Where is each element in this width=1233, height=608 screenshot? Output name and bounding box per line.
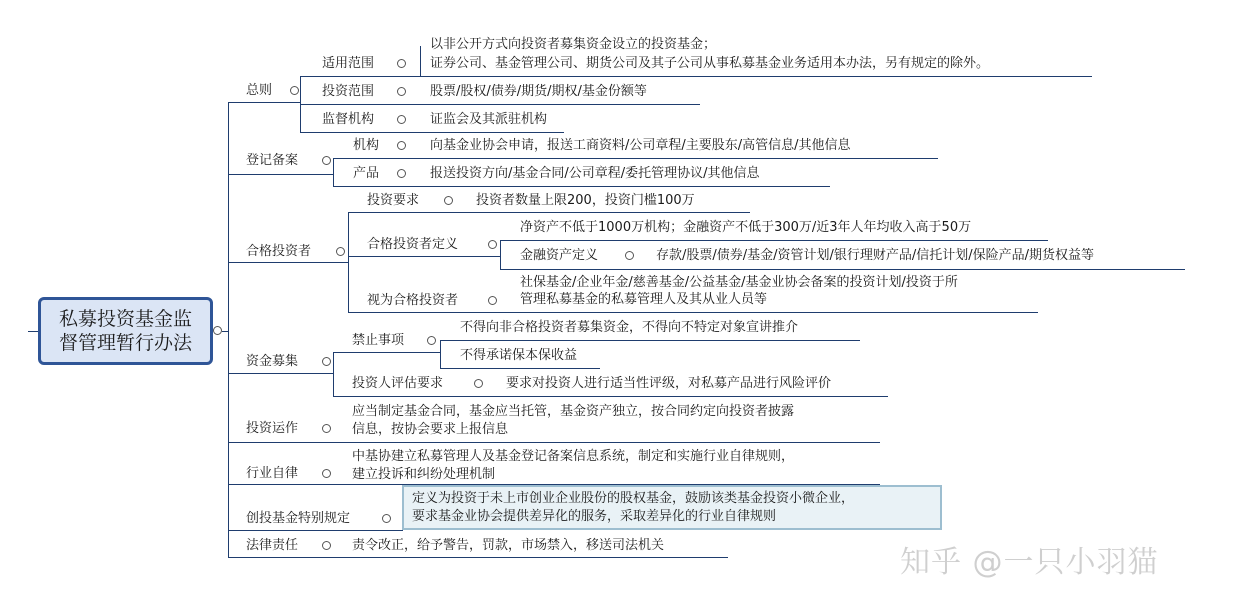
jiandu-underline — [300, 132, 420, 133]
pinggu-text: 要求对投资人进行适当性评级，对私募产品进行风险评价 — [506, 376, 832, 391]
shiyong-text-1: 以非公开方式向投资者募集资金设立的投资基金； — [430, 37, 717, 52]
main-trunk-line — [228, 102, 229, 557]
shiwei-label[interactable]: 视为合格投资者 — [367, 293, 459, 308]
zongze-label[interactable]: 总则 — [246, 83, 273, 98]
yaoqiu-text-underline — [468, 212, 750, 213]
pinggu-label[interactable]: 投资人评估要求 — [352, 376, 444, 391]
chanpin-label[interactable]: 产品 — [353, 166, 380, 181]
root-title-line1: 私募投资基金监 — [58, 308, 192, 330]
shiyong-collapse-icon[interactable] — [397, 59, 406, 68]
zilv-collapse-icon[interactable] — [322, 469, 331, 478]
jigou-label[interactable]: 机构 — [353, 138, 380, 153]
jiandu-collapse-icon[interactable] — [397, 115, 406, 124]
jinrong-collapse-icon[interactable] — [625, 251, 634, 260]
hege-underline — [228, 262, 348, 263]
chuangtou-text-1: 定义为投资于未上市创业企业股份的股权基金，鼓励该类基金投资小微企业， — [412, 491, 855, 506]
jinzhi-underline — [333, 352, 440, 353]
shiyong-text-2: 证券公司、基金管理公司、期货公司及其子公司从事私募基金业务适用本办法，另有规定的除外。 — [430, 56, 990, 71]
yunzuo-underline — [228, 442, 880, 443]
touzi-fanwei-text-underline — [420, 104, 700, 105]
shiwei-text-1: 社保基金/企业年金/慈善基金/公益基金/基金业协会备案的投资计划/投资于所 — [520, 275, 958, 290]
touzi-fanwei-text: 股票/股权/债券/期货/期权/基金份额等 — [430, 84, 647, 99]
jiandu-label[interactable]: 监督机构 — [322, 112, 375, 127]
jigou-text: 向基金业协会申请，报送工商资料/公司章程/主要股东/高管信息/其他信息 — [430, 138, 851, 153]
root-stub-line — [28, 331, 38, 332]
falv-collapse-icon[interactable] — [322, 541, 331, 550]
jigou-text-underline — [420, 158, 938, 159]
jinzhi-bracket-line — [440, 340, 441, 368]
hege-bracket-line — [348, 212, 349, 312]
jinzhi-text1-underline — [440, 340, 860, 341]
jinrong-underline — [500, 269, 645, 270]
zijin-collapse-icon[interactable] — [322, 357, 331, 366]
pinggu-text-underline — [493, 396, 888, 397]
zilv-text-2: 建立投诉和纠纷处理机制 — [352, 467, 496, 482]
zilv-label[interactable]: 行业自律 — [246, 466, 299, 481]
yunzuo-text-1: 应当制定基金合同，基金应当托管，基金资产独立，按合同约定向投资者披露 — [352, 404, 795, 419]
yaoqiu-text: 投资者数量上限200，投资门槛100万 — [476, 193, 695, 208]
dingyi-collapse-icon[interactable] — [488, 240, 497, 249]
jiandu-text-underline — [420, 132, 564, 133]
yunzuo-label[interactable]: 投资运作 — [246, 421, 299, 436]
falv-underline — [228, 557, 728, 558]
jinzhi-text-2: 不得承诺保本保收益 — [460, 348, 578, 363]
shiwei-text-2: 管理私募基金的私募管理人及其从业人员等 — [520, 292, 768, 307]
yaoqiu-collapse-icon[interactable] — [444, 196, 453, 205]
chuangtou-text-2: 要求基金业协会提供差异化的服务，采取差异化的行业自律规则 — [412, 509, 777, 524]
shiyong-label[interactable]: 适用范围 — [322, 56, 375, 71]
chuangtou-collapse-icon[interactable] — [382, 514, 391, 523]
root-topic[interactable] — [38, 297, 213, 365]
jinrong-text-underline — [645, 269, 1185, 270]
yaoqiu-label[interactable]: 投资要求 — [367, 193, 420, 208]
yunzuo-text-2: 信息，按协会要求上报信息 — [352, 422, 509, 437]
jinrong-text: 存款/股票/债券/基金/资管计划/银行理财产品/信托计划/保险产品/期货权益等 — [656, 248, 1095, 263]
jiandu-text: 证监会及其派驻机构 — [430, 112, 548, 127]
dengji-underline — [228, 174, 333, 175]
dingyi-bracket-line — [500, 240, 501, 269]
dengji-label[interactable]: 登记备案 — [246, 153, 299, 168]
jinzhi-collapse-icon[interactable] — [427, 336, 436, 345]
shiwei-underline — [348, 312, 508, 313]
touzi-fanwei-label[interactable]: 投资范围 — [322, 84, 375, 99]
jing-underline — [500, 240, 1048, 241]
falv-label[interactable]: 法律责任 — [246, 538, 299, 553]
shiyong-text-underline — [420, 76, 1092, 77]
jigou-underline — [333, 158, 420, 159]
touzi-fanwei-collapse-icon[interactable] — [397, 87, 406, 96]
chuangtou-underline — [228, 530, 403, 531]
jinzhi-text-1: 不得向非合格投资者募集资金，不得向不特定对象宣讲推介 — [460, 320, 799, 335]
touzi-fanwei-underline — [300, 104, 420, 105]
dingyi-underline — [348, 256, 500, 257]
chuangtou-label[interactable]: 创投基金特别规定 — [246, 511, 351, 526]
dengji-collapse-icon[interactable] — [322, 156, 331, 165]
root-title-line2: 督管理暂行办法 — [58, 332, 192, 354]
zijin-underline — [228, 373, 333, 374]
pinggu-underline — [333, 396, 493, 397]
zongze-underline — [228, 102, 300, 103]
zijin-label[interactable]: 资金募集 — [246, 354, 299, 369]
chuangtou-note-box[interactable] — [402, 485, 942, 530]
falv-text: 责令改正，给予警告，罚款，市场禁入，移送司法机关 — [352, 538, 665, 553]
hege-label[interactable]: 合格投资者 — [246, 244, 312, 259]
shiwei-text-underline — [508, 312, 1038, 313]
shiwei-collapse-icon[interactable] — [488, 296, 497, 305]
zijin-bracket-line — [333, 352, 334, 396]
zilv-text-1: 中基协建立私募管理人及基金登记备案信息系统，制定和实施行业自律规则， — [352, 449, 795, 464]
jigou-collapse-icon[interactable] — [397, 141, 406, 150]
pinggu-collapse-icon[interactable] — [474, 379, 483, 388]
zongze-collapse-icon[interactable] — [290, 86, 299, 95]
dingyi-label[interactable]: 合格投资者定义 — [367, 237, 459, 252]
hege-collapse-icon[interactable] — [336, 247, 345, 256]
shiyong-bracket-line — [420, 46, 421, 76]
chanpin-text: 报送投资方向/基金合同/公司章程/委托管理协议/其他信息 — [430, 166, 760, 181]
jinzhi-text2-underline — [440, 368, 600, 369]
watermark: 知乎 @一只小羽猫 — [900, 545, 1159, 580]
chanpin-collapse-icon[interactable] — [397, 169, 406, 178]
yaoqiu-underline — [348, 212, 468, 213]
jinrong-label[interactable]: 金融资产定义 — [520, 248, 599, 263]
shiyong-underline — [300, 76, 420, 77]
jinzhi-label[interactable]: 禁止事项 — [352, 333, 405, 348]
jing-text: 净资产不低于1000万机构；金融资产不低于300万/近3年人年均收入高于50万 — [520, 220, 972, 235]
root-collapse-icon[interactable] — [213, 326, 222, 335]
chanpin-text-underline — [420, 186, 830, 187]
chanpin-underline — [333, 186, 420, 187]
dengji-bracket-line — [333, 158, 334, 186]
yunzuo-collapse-icon[interactable] — [322, 424, 331, 433]
